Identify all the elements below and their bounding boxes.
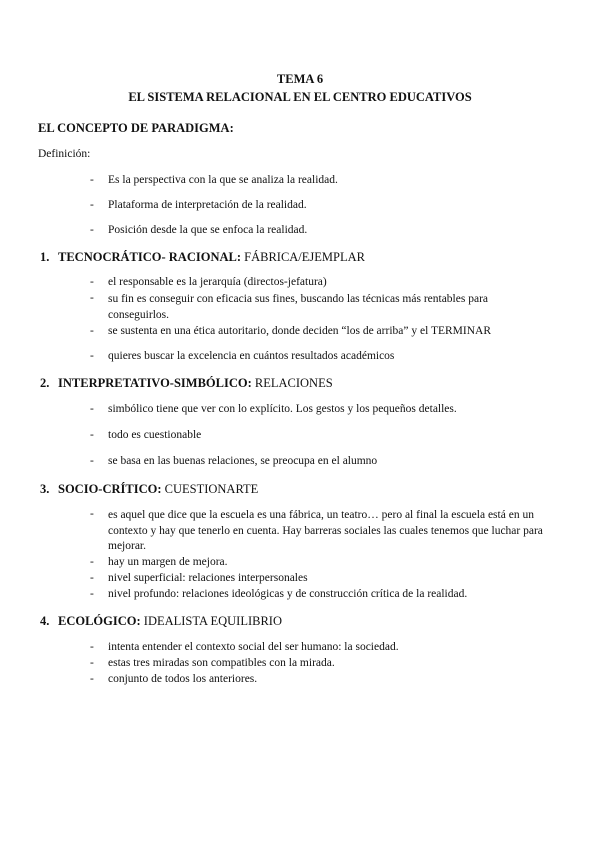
section-name: TECNOCRÁTICO- RACIONAL: <box>58 250 241 264</box>
bullet-dash: - <box>90 657 94 669</box>
section-item: nivel profundo: relaciones ideológicas y de construcción crítica de la realidad. <box>108 588 468 600</box>
section-name: ECOLÓGICO: <box>58 614 141 628</box>
bullet-dash: - <box>90 429 94 441</box>
section-heading <box>58 614 282 629</box>
bullet-dash: - <box>90 403 94 415</box>
section-item: estas tres miradas son compatibles con la mirada. <box>108 657 335 669</box>
bullet-dash: - <box>90 588 94 600</box>
section-item: conjunto de todos los anteriores. <box>108 673 258 685</box>
section-number: 2. <box>40 376 50 390</box>
section-item: todo es cuestionable <box>108 429 202 441</box>
section-name: SOCIO-CRÍTICO: <box>58 482 162 496</box>
bullet-dash: - <box>90 350 94 362</box>
section-item: se sustenta en una ética autoritario, donde deciden “los de arriba” y el TERMINAR <box>108 325 491 337</box>
section-heading <box>58 250 365 265</box>
concept-item: Plataforma de interpretación de la realidad. <box>108 199 307 211</box>
section-item: es aquel que dice que la escuela es una fábrica, un teatro… pero al final la escuela está en un contexto y hay que tenerlo en cuenta. Hay barreras sociales las cuales tenemos que luchar para mejorar. <box>108 509 543 552</box>
section-heading <box>58 482 258 497</box>
section-subtitle: CUESTIONARTE <box>164 482 259 496</box>
section-number: 4. <box>40 614 50 628</box>
section-item: su fin es conseguir con eficacia sus fines, buscando las técnicas más rentables para conseguirlos. <box>108 293 488 321</box>
section-item: quieres buscar la excelencia en cuántos resultados académicos <box>108 350 395 362</box>
section-item: se basa en las buenas relaciones, se preocupa en el alumno <box>108 455 378 467</box>
bullet-dash: - <box>90 276 94 288</box>
concept-item: Es la perspectiva con la que se analiza la realidad. <box>108 174 338 186</box>
section-name: INTERPRETATIVO-SIMBÓLICO: <box>58 376 252 390</box>
section-number: 1. <box>40 250 50 264</box>
section-item: el responsable es la jerarquía (directos-jefatura) <box>108 276 327 288</box>
section-subtitle: IDEALISTA EQUILIBRIO <box>143 614 282 628</box>
concept-item: Posición desde la que se enfoca la realidad. <box>108 224 308 236</box>
bullet-dash: - <box>90 673 94 685</box>
section-item: nivel superficial: relaciones interpersonales <box>108 572 308 584</box>
bullet-dash: - <box>90 508 94 520</box>
bullet-dash: - <box>90 455 94 467</box>
bullet-dash: - <box>90 556 94 568</box>
definition-label: Definición: <box>38 148 91 160</box>
section-heading <box>58 376 333 391</box>
concept-heading: EL CONCEPTO DE PARADIGMA: <box>38 121 234 135</box>
bullet-dash: - <box>90 224 94 236</box>
document-title: TEMA 6 <box>276 72 324 86</box>
bullet-dash: - <box>90 641 94 653</box>
bullet-dash: - <box>90 292 94 304</box>
section-subtitle: FÁBRICA/EJEMPLAR <box>244 250 365 264</box>
section-item: simbólico tiene que ver con lo explícito. Los gestos y los pequeños detalles. <box>108 403 457 415</box>
section-subtitle: RELACIONES <box>254 376 333 390</box>
bullet-dash: - <box>90 572 94 584</box>
section-item: hay un margen de mejora. <box>108 556 228 568</box>
bullet-dash: - <box>90 174 94 186</box>
section-number: 3. <box>40 482 50 496</box>
bullet-dash: - <box>90 325 94 337</box>
bullet-dash: - <box>90 199 94 211</box>
section-item: intenta entender el contexto social del ser humano: la sociedad. <box>108 641 399 653</box>
document-subtitle: EL SISTEMA RELACIONAL EN EL CENTRO EDUCATIVOS <box>128 90 472 104</box>
